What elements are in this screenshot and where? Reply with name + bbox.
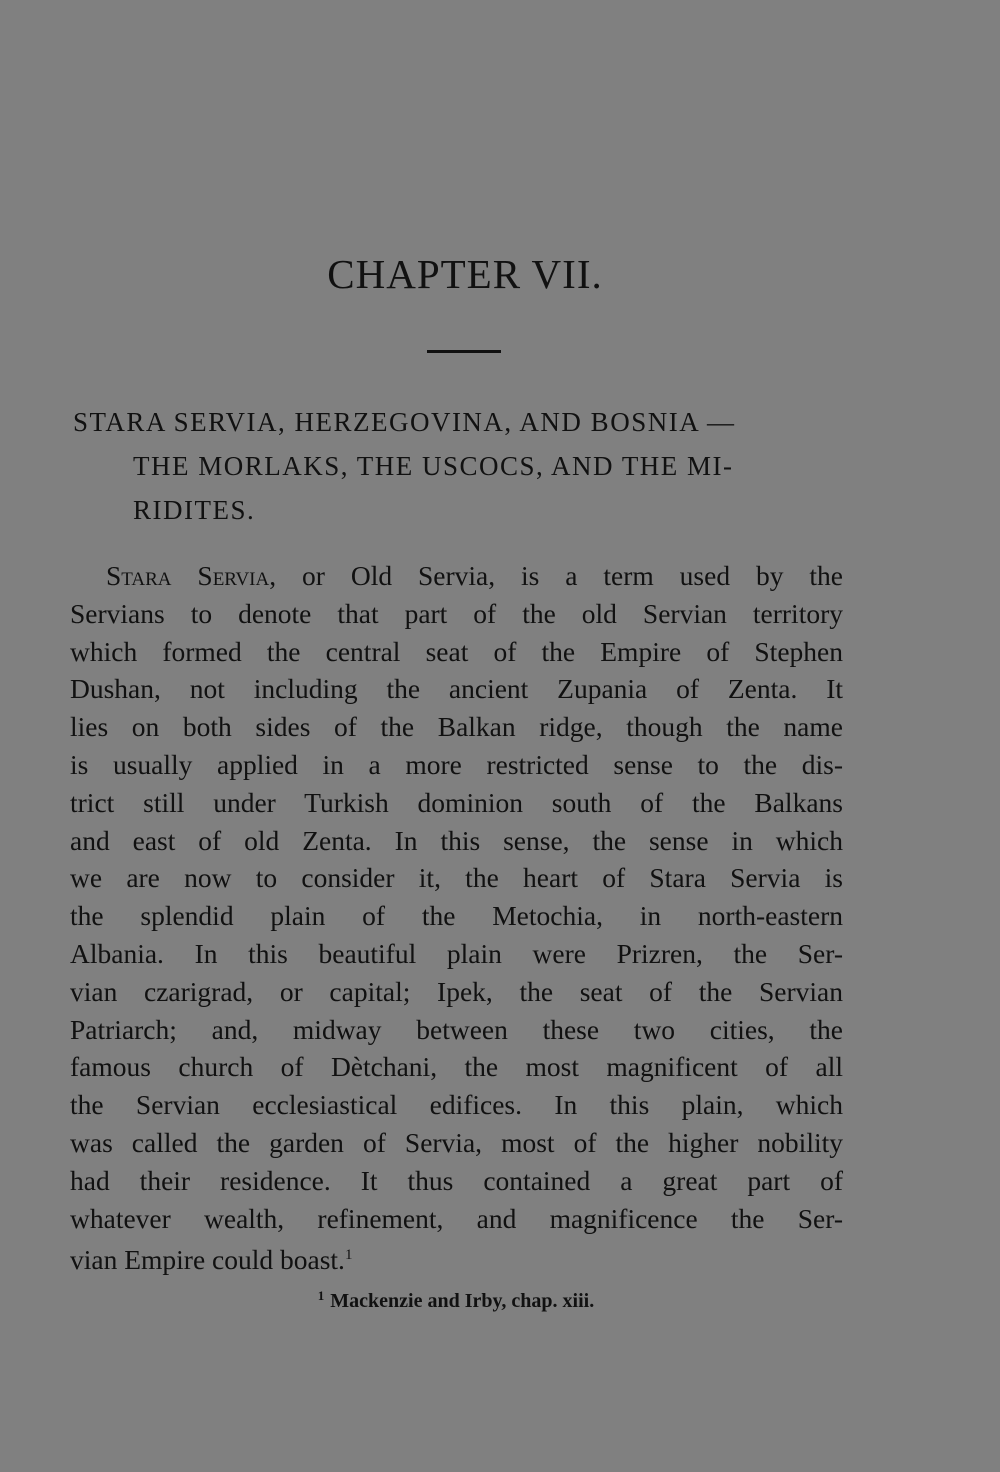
paragraph-line: famous church of Dètchani, the most magnificent of all <box>70 1051 843 1083</box>
paragraph-line: Patriarch; and, midway between these two cities, the <box>70 1013 843 1045</box>
paragraph-line: Albania. In this beautiful plain were Prizren, the Ser- <box>70 937 843 969</box>
chapter-heading <box>73 400 843 532</box>
paragraph-line: trict still under Turkish dominion south of the Balkans <box>70 786 843 818</box>
paragraph-line: Servians to denote that part of the old Servian territory <box>70 597 843 629</box>
paragraph-line: lies on both sides of the Balkan ridge, though the name <box>70 711 843 743</box>
heading-line: THE MORLAKS, THE USCOCS, AND THE MI- <box>133 451 734 481</box>
small-caps-lead: Stara Servia, <box>106 560 277 591</box>
paragraph-line <box>70 1237 843 1279</box>
paragraph-line: the splendid plain of the Metochia, in north-eastern <box>70 900 843 932</box>
paragraph-line: whatever wealth, refinement, and magnificence the Ser- <box>70 1202 843 1234</box>
heading-line: STARA SERVIA, HERZEGOVINA, AND BOSNIA — <box>73 407 736 437</box>
chapter-title: CHAPTER VII. <box>327 251 603 297</box>
footnote-mark: 1 <box>317 1288 325 1303</box>
paragraph-line: was called the garden of Servia, most of the higher nobility <box>70 1126 843 1158</box>
body-paragraph <box>70 557 843 1279</box>
paragraph-line: and east of old Zenta. In this sense, the sense in which <box>70 824 843 856</box>
paragraph-line <box>70 557 843 595</box>
paragraph-line: is usually applied in a more restricted sense to the dis- <box>70 748 843 780</box>
paragraph-line: which formed the central seat of the Empire of Stephen <box>70 635 843 667</box>
paragraph-line: had their residence. It thus contained a great part of <box>70 1164 843 1196</box>
paragraph-line: Dushan, not including the ancient Zupania of Zenta. It <box>70 673 843 705</box>
paragraph-line: we are now to consider it, the heart of Stara Servia is <box>70 862 843 894</box>
title-divider <box>427 350 501 353</box>
footnote-text: Mackenzie and Irby, chap. xiii. <box>330 1290 595 1312</box>
footnote <box>0 1288 912 1313</box>
paragraph-line: vian czarigrad, or capital; Ipek, the seat of the Servian <box>70 975 843 1007</box>
paragraph-line: the Servian ecclesiastical edifices. In this plain, which <box>70 1089 843 1121</box>
first-line-rest: or Old Servia, is a term used by the <box>276 560 843 591</box>
heading-line: RIDITES. <box>133 495 256 525</box>
footnote-reference[interactable]: 1 <box>344 1247 353 1264</box>
last-line-text: vian Empire could boast. <box>70 1244 345 1276</box>
